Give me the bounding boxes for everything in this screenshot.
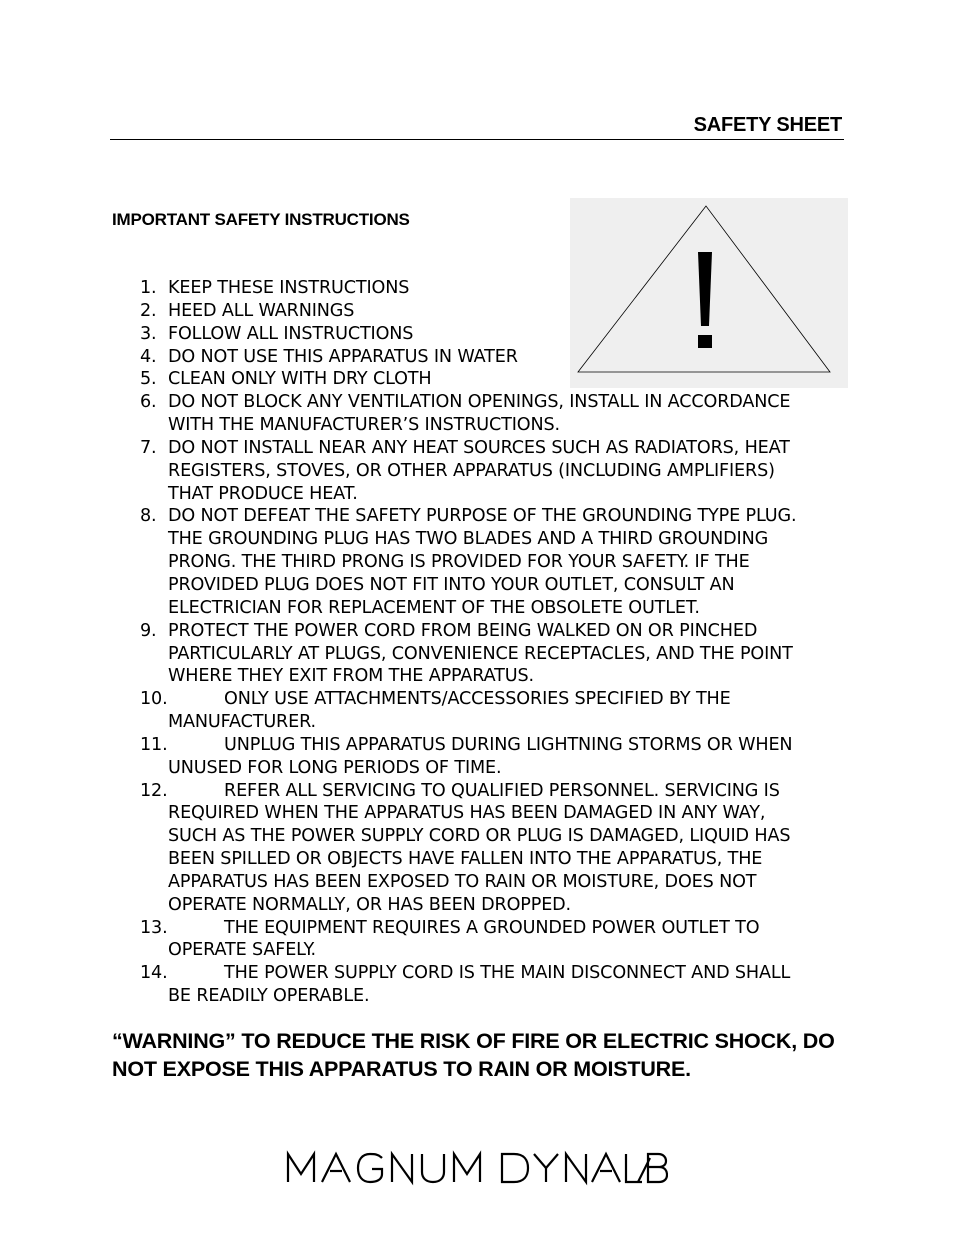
list-item-number: 14.	[140, 963, 168, 984]
list-item	[140, 368, 850, 391]
list-item	[140, 688, 850, 734]
list-item-text: DO NOT DEFEAT THE SAFETY PURPOSE OF THE GROUNDING TYPE PLUG. THE GROUNDING PLUG HAS TWO BLADES AND A THIRD GROUNDING PRONG. THE THIRD PRONG IS PROVIDED FOR YOUR SAFETY. IF THE PROVIDED PLUG DOES NOT FIT INTO YOUR OUTLET, CONSULT AN ELECTRICIAN FOR REPLACEMENT OF THE OBSOLETE OUTLET.	[168, 506, 797, 618]
list-item-number: 10.	[140, 689, 168, 710]
list-item-number: 1.	[140, 278, 157, 298]
list-item-number: 2.	[140, 300, 157, 321]
list-item-text: PROTECT THE POWER CORD FROM BEING WALKED ON OR PINCHED PARTICULARLY AT PLUGS, CONVENIENCE RECEPTACLES, AND THE POINT WHERE THEY EXIT FROM THE APPARATUS.	[168, 620, 793, 687]
list-item-number: 8.	[140, 506, 157, 527]
list-item-text: HEED ALL WARNINGS	[168, 300, 355, 321]
list-item-number: 7.	[140, 437, 157, 458]
page-title: SAFETY SHEET	[693, 114, 842, 136]
list-item	[140, 300, 850, 323]
list-item	[140, 346, 850, 369]
list-item	[140, 505, 850, 619]
list-item-text-continued: BE READILY OPERABLE.	[168, 986, 370, 1007]
list-item-text: FOLLOW ALL INSTRUCTIONS	[168, 323, 414, 344]
list-item-text: REFER ALL SERVICING TO QUALIFIED PERSONNEL. SERVICING IS	[224, 780, 780, 801]
list-item-text: UNPLUG THIS APPARATUS DURING LIGHTNING STORMS OR WHEN	[224, 734, 793, 755]
brand-logo	[286, 1150, 668, 1186]
header-divider	[110, 139, 844, 140]
list-item-text-continued: REQUIRED WHEN THE APPARATUS HAS BEEN DAMAGED IN ANY WAY, SUCH AS THE POWER SUPPLY CORD OR PLUG IS DAMAGED, LIQUID HAS BEEN SPILLED OR OBJECTS HAVE FALLEN INTO THE APPARATUS, THE APPARATUS HAS BEEN EXPOSED TO RAIN OR MOISTURE, DOES NOT OPERATE NORMALLY, OR HAS BEEN DROPPED.	[168, 803, 791, 915]
list-item	[140, 780, 850, 917]
list-item-text: DO NOT INSTALL NEAR ANY HEAT SOURCES SUCH AS RADIATORS, HEAT REGISTERS, STOVES, OR OTHER APPARATUS (INCLUDING AMPLIFIERS) THAT PRODUCE HEAT.	[168, 437, 790, 504]
list-item	[140, 734, 850, 780]
list-item-number: 4.	[140, 346, 157, 367]
list-item-text: CLEAN ONLY WITH DRY CLOTH	[168, 369, 432, 390]
list-item-number: 6.	[140, 392, 157, 413]
list-item-number: 12.	[140, 780, 168, 801]
list-item-number: 13.	[140, 917, 168, 938]
list-item	[140, 323, 850, 346]
section-title: IMPORTANT SAFETY INSTRUCTIONS	[112, 210, 410, 229]
instruction-list	[140, 277, 850, 1008]
list-item	[140, 620, 850, 689]
list-item-text: DO NOT BLOCK ANY VENTILATION OPENINGS, INSTALL IN ACCORDANCE WITH THE MANUFACTURER’S INSTRUCTIONS.	[168, 392, 791, 436]
list-item-text: THE EQUIPMENT REQUIRES A GROUNDED POWER OUTLET TO	[224, 917, 760, 938]
list-item-number: 3.	[140, 323, 157, 344]
list-item-text: THE POWER SUPPLY CORD IS THE MAIN DISCONNECT AND SHALL	[224, 963, 791, 984]
list-item-number: 9.	[140, 620, 157, 641]
list-item-text-continued: MANUFACTURER.	[168, 712, 316, 733]
list-item-text-continued: UNUSED FOR LONG PERIODS OF TIME.	[168, 757, 502, 778]
list-item-text: ONLY USE ATTACHMENTS/ACCESSORIES SPECIFIED BY THE	[224, 689, 731, 710]
list-item-number: 11.	[140, 734, 168, 755]
list-item-text: KEEP THESE INSTRUCTIONS	[168, 278, 410, 298]
list-item	[140, 437, 850, 506]
list-item-text: DO NOT USE THIS APPARATUS IN WATER	[168, 346, 518, 367]
list-item	[140, 962, 850, 1008]
list-item-number: 5.	[140, 369, 157, 390]
list-item	[140, 917, 850, 963]
warning-statement: “WARNING” TO REDUCE THE RISK OF FIRE OR ELECTRIC SHOCK, DO NOT EXPOSE THIS APPARATUS TO RAIN OR MOISTURE.	[112, 1029, 835, 1081]
list-item	[140, 277, 850, 300]
list-item	[140, 391, 850, 437]
list-item-text-continued: OPERATE SAFELY.	[168, 940, 316, 961]
